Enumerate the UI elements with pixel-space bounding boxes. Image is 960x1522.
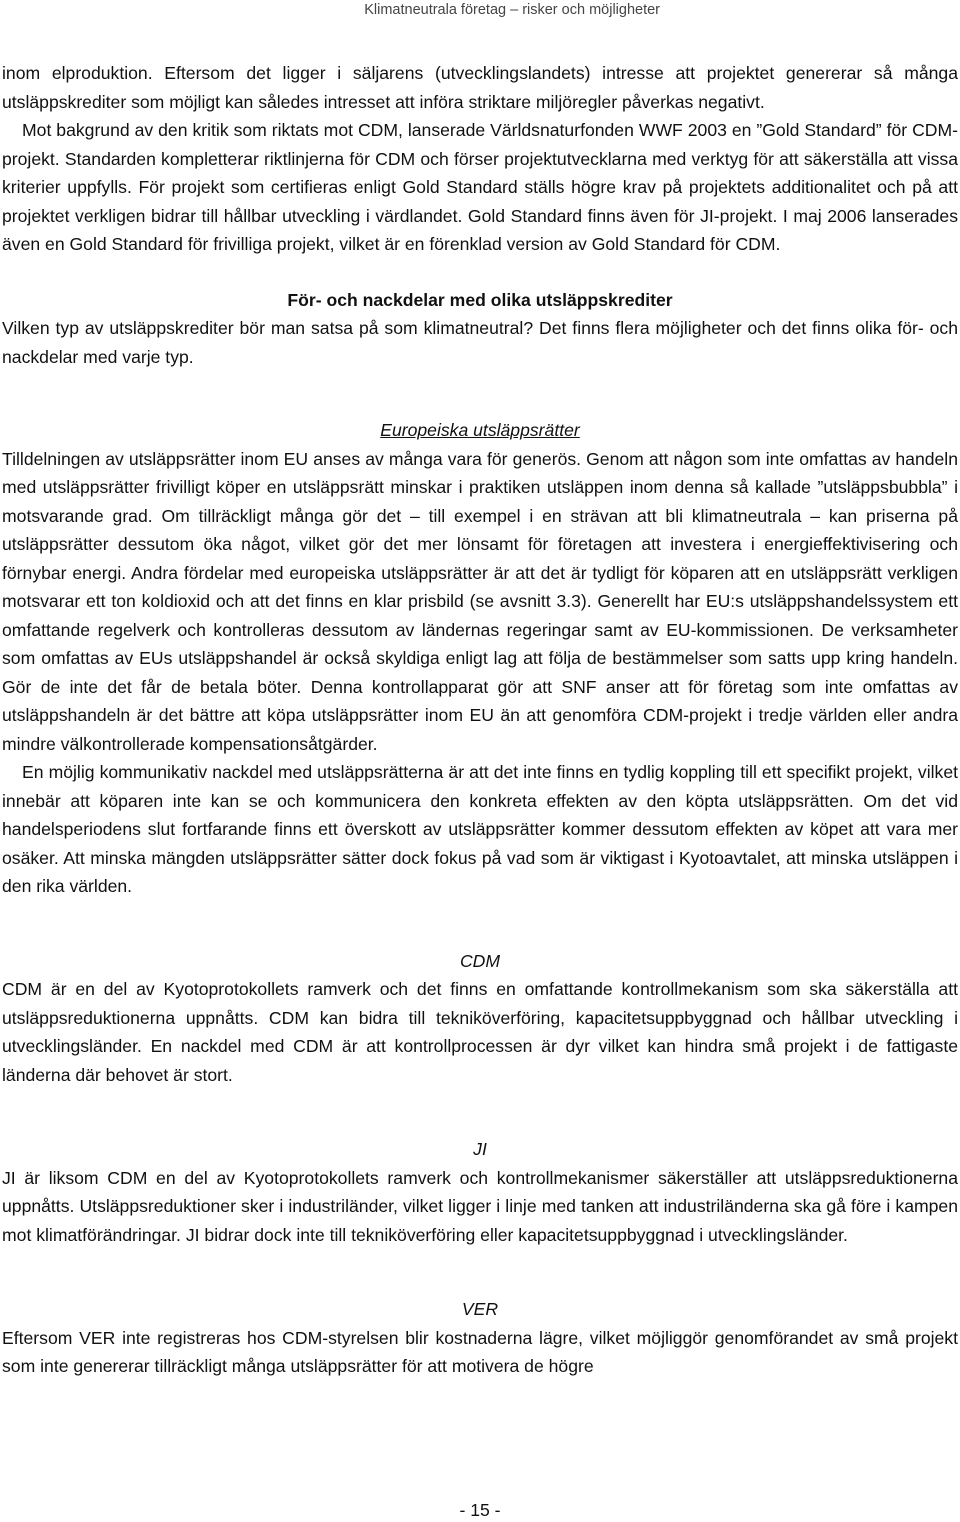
subheading-eu-allowances-text: Europeiska utsläppsrätter [380, 420, 580, 440]
body-paragraph-gold-standard: Mot bakgrund av den kritik som riktats mot CDM, lanserade Världsnaturfonden WWF 2003 en ”Gold Standard” för CDM-projekt. Standarden kompletterar riktlinjerna för CDM och förser projektutvecklarna med verktyg för att säkerställa att vissa kriterier uppfylls. För projekt som certifieras enligt Gold Standard ställs högre krav på projektets additionalitet och på att projektet verkligen bidrar till hållbar utveckling i värdlandet. Gold Standard finns även för JI-projekt. I maj 2006 lanserades även en Gold Standard för frivilliga projekt, vilket är en förenklad version av Gold Standard för CDM. [2, 120, 958, 254]
subheading-ver: VER [461, 1299, 499, 1319]
page-number: - 15 - [459, 1500, 501, 1520]
subheading-cdm: CDM [459, 950, 501, 971]
cdm-paragraph: CDM är en del av Kyotoprotokollets ramverk och det finns en omfattande kontrollmekanism som ska säkerställa att utsläppsreduktionerna uppnåtts. CDM kan bidra till tekniköverföring, kapacitetsuppbyggnad och hållbar utveckling i utvecklingsländer. En nackdel med CDM är att kontrollprocessen är dyr vilket kan hindra små projekt i de fattigaste länderna där behovet är stort. [2, 979, 958, 1085]
eu-paragraph-1: Tilldelningen av utsläppsrätter inom EU anses av många vara för generös. Genom att någon som inte omfattas av handeln med utsläppsrätter frivilligt köper en utsläppsrätt minskar i praktiken utsläppen inom denna så kallade ”utsläppsbubbla” i motsvarande grad. Om tillräckligt många gör det – till exempel i en strävan att bli klimatneutrala – kan priserna på utsläppsrätter dessutom öka något, vilket gör det mer lönsamt för företagen att investera i energieffektivisering och förnybar energi. Andra fördelar med europeiska utsläppsrätter är att det är tydligt för köparen att en utsläppsrätt verkligen motsvarar ett ton koldioxid och att det finns en klar prisbild (se avsnitt 3.3). Generellt har EU:s utsläppshandelssystem ett omfattande regelverk och kontrolleras dessutom av ländernas regeringar samt av EU-kommissionen. De verksamheter som omfattas av EUs utsläppshandel är också skyldiga enligt lag att följa de bestämmelser som satts upp kring handeln. Gör de inte det får de betala böter. Denna kontrollapparat gör att SNF anser att för företag som inte omfattas av utsläppshandeln är det bättre att köpa utsläppsrätter inom EU än att genomföra CDM-projekt i tredje världen eller andra mindre välkontrollerade kompensationsåtgärder. [2, 448, 958, 754]
body-paragraph-continuation: inom elproduktion. Eftersom det ligger i säljarens (utvecklingslandets) intresse att projektet genererar så många utsläppskrediter som möjligt kan således intresset att införa striktare miljöregler påverkas negativt. [2, 63, 958, 112]
subheading-eu-allowances [2, 416, 958, 445]
running-header: Klimatneutrala företag – risker och möjligheter [364, 2, 660, 18]
section-intro: Vilken typ av utsläppskrediter bör man satsa på som klimatneutral? Det finns flera möjligheter och det finns olika för- och nackdelar med varje typ. [2, 318, 958, 367]
page-content [2, 59, 958, 1381]
subheading-ji: JI [473, 1139, 487, 1159]
section-heading: För- och nackdelar med olika utsläppskrediter [287, 289, 673, 310]
ver-paragraph: Eftersom VER inte registreras hos CDM-styrelsen blir kostnaderna lägre, vilket möjliggör genomförandet av små projekt som inte genererar tillräckligt många utsläppsrätter för att motivera de högre [2, 1327, 958, 1376]
eu-paragraph-2: En möjlig kommunikativ nackdel med utsläppsrätterna är att det inte finns en tydlig koppling till ett specifikt projekt, vilket innebär att köparen inte kan se och kommunicera den konkreta effekten av den köpta utsläppsrätten. Om det vid handelsperiodens slut fortfarande finns ett överskott av utsläppsrätter kommer dessutom effekten av köpet att vara mer osäker. Att minska mängden utsläppsrätter sätter dock fokus på vad som är viktigast i Kyotoavtalet, att minska utsläppen i den rika världen. [2, 762, 958, 896]
ji-paragraph: JI är liksom CDM en del av Kyotoprotokollets ramverk och kontrollmekanismer säkerställer att utsläppsreduktionerna uppnåtts. Utsläppsreduktioner sker i industriländer, vilket ligger i linje med tanken att industriländerna ska gå före i kampen mot klimatförändringar. JI bidrar dock inte till tekniköverföring eller kapacitetsuppbyggnad i utvecklingsländer. [2, 1167, 958, 1245]
